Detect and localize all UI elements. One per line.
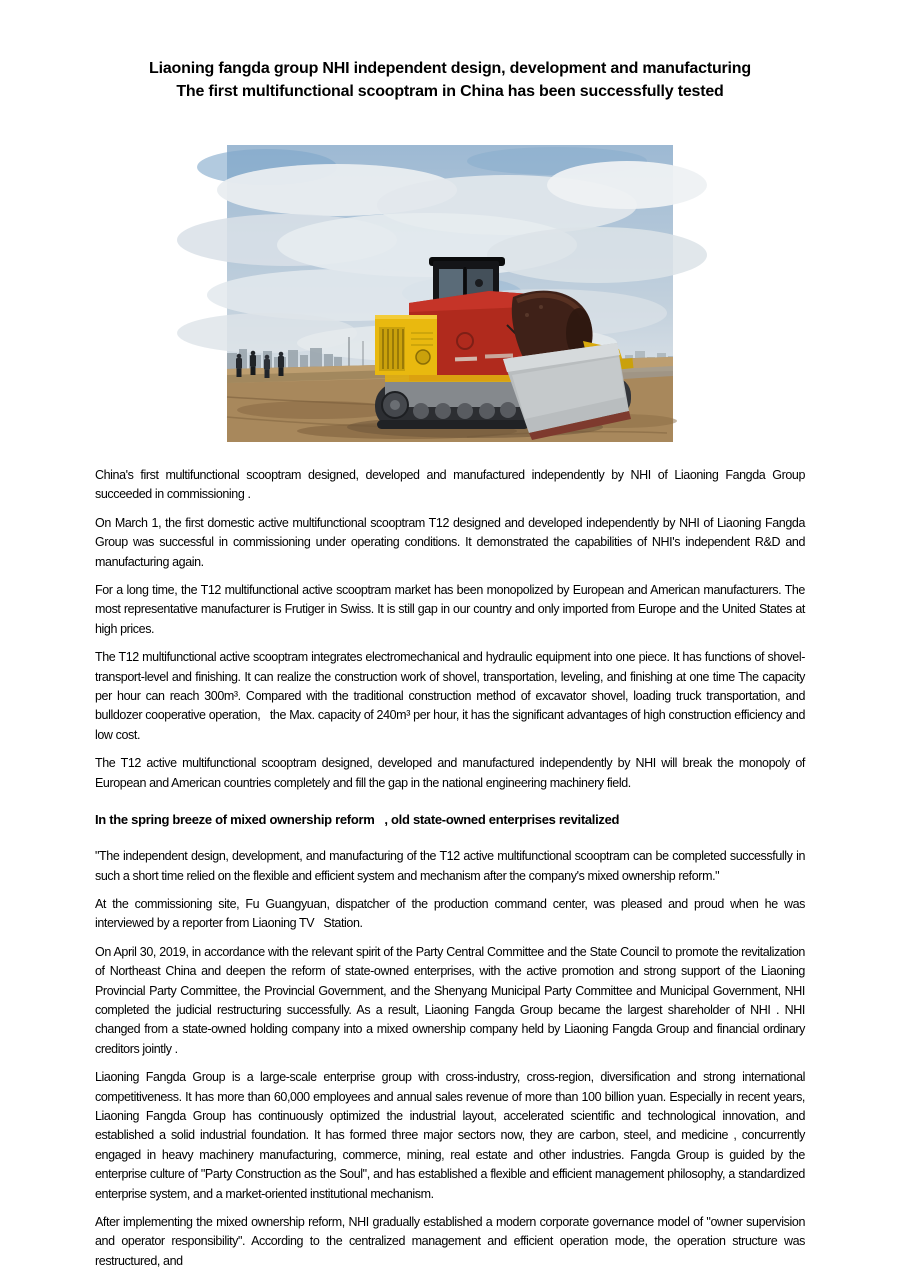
section-heading: In the spring breeze of mixed ownership reform , old state-owned enterprises revitalized	[95, 812, 620, 828]
article-paragraph: On April 30, 2019, in accordance with the relevant spirit of the Party Central Committee and the State Council to promote the revitalization of Northeast China and deepen the reform of state-owned enterprises, with the active promotion and strong support of the Liaoning Provincial Party Committee, the Provincial Government, and the Shenyang Municipal Party Committee and Municipal Government, NHI completed the judicial restructuring successfully. As a result, Liaoning Fangda Group became the largest shareholder of NHI . NHI changed from a state-owned holding company into a mixed ownership company held by Liaoning Fangda Group and financial ordinary creditors jointly .	[95, 944, 809, 1056]
article-body	[95, 466, 809, 1271]
article-paragraph: "The independent design, development, and manufacturing of the T12 active multifunctional scooptram can be completed successfully in such a short time relied on the flexible and efficient system and mechanism after the company's mixed ownership reform."	[95, 849, 809, 883]
page-title-line-1: Liaoning fangda group NHI independent design, development and manufacturing	[149, 60, 751, 77]
article-paragraph: On March 1, the first domestic active multifunctional scooptram T12 designed and developed independently by NHI of Liaoning Fangda Group was successful in commissioning under operating conditions. It demonstrated the capabilities of NHI's independent R&D and manufacturing again.	[95, 515, 809, 569]
article-paragraph: At the commissioning site, Fu Guangyuan, dispatcher of the production command center, was pleased and proud when he was interviewed by a reporter from Liaoning TV Station.	[95, 896, 809, 931]
page-title-line-2: The first multifunctional scooptram in China has been successfully tested	[176, 83, 724, 100]
article-paragraph: The T12 active multifunctional scooptram designed, developed and manufactured independently by NHI will break the monopoly of European and American countries completely and fill the gap in the national engineering machinery field.	[95, 756, 809, 790]
article-paragraph: The T12 multifunctional active scooptram integrates electromechanical and hydraulic equipment into one piece. It has functions of shovel-transport-level and finishing. It can realize the construction work of shovel, transportation, leveling, and finishing at one time The capacity per hour can reach 300m³. Compared with the traditional construction method of excavator shovel, loading truck transportation, and bulldozer cooperative operation, the Max. capacity of 240m³ per hour, it has the significant advantages of high construction efficiency and low cost.	[95, 650, 809, 742]
page-title	[95, 57, 805, 103]
scooptram-photo-illustration	[227, 145, 673, 442]
article-paragraph: For a long time, the T12 multifunctional active scooptram market has been monopolized by European and American manufacturers. The most representative manufacturer is Frutiger in Swiss. It is still gap in our country and only imported from Europe and the United States at high prices.	[95, 583, 809, 636]
article-photo	[227, 145, 673, 442]
article-paragraph: China's first multifunctional scooptram designed, developed and manufactured independently by NHI of Liaoning Fangda Group succeeded in commissioning .	[95, 468, 809, 502]
article-paragraph: After implementing the mixed ownership reform, NHI gradually established a modern corporate governance model of "owner supervision and operator responsibility". According to the centralized management and efficient operation mode, the operation structure was restructured, and	[95, 1215, 809, 1268]
article-paragraph: Liaoning Fangda Group is a large-scale enterprise group with cross-industry, cross-region, diversification and strong international competitiveness. It has more than 60,000 employees and annual sales revenue of more than 100 billion yuan. Especially in recent years, Liaoning Fangda Group has continuously optimized the industrial layout, accelerated scientific and technological innovation, and established a solid industrial foundation. It has formed three major sectors now, they are carbon, steel, and medicine , concurrently engaged in heavy machinery manufacturing, commerce, mining, real estate and other industries. Fangda Group is guided by the enterprise culture of "Party Construction as the Soul", and has established a flexible and efficient management philosophy, a standardized enterprise system, and a market-oriented institutional mechanism.	[95, 1070, 809, 1201]
